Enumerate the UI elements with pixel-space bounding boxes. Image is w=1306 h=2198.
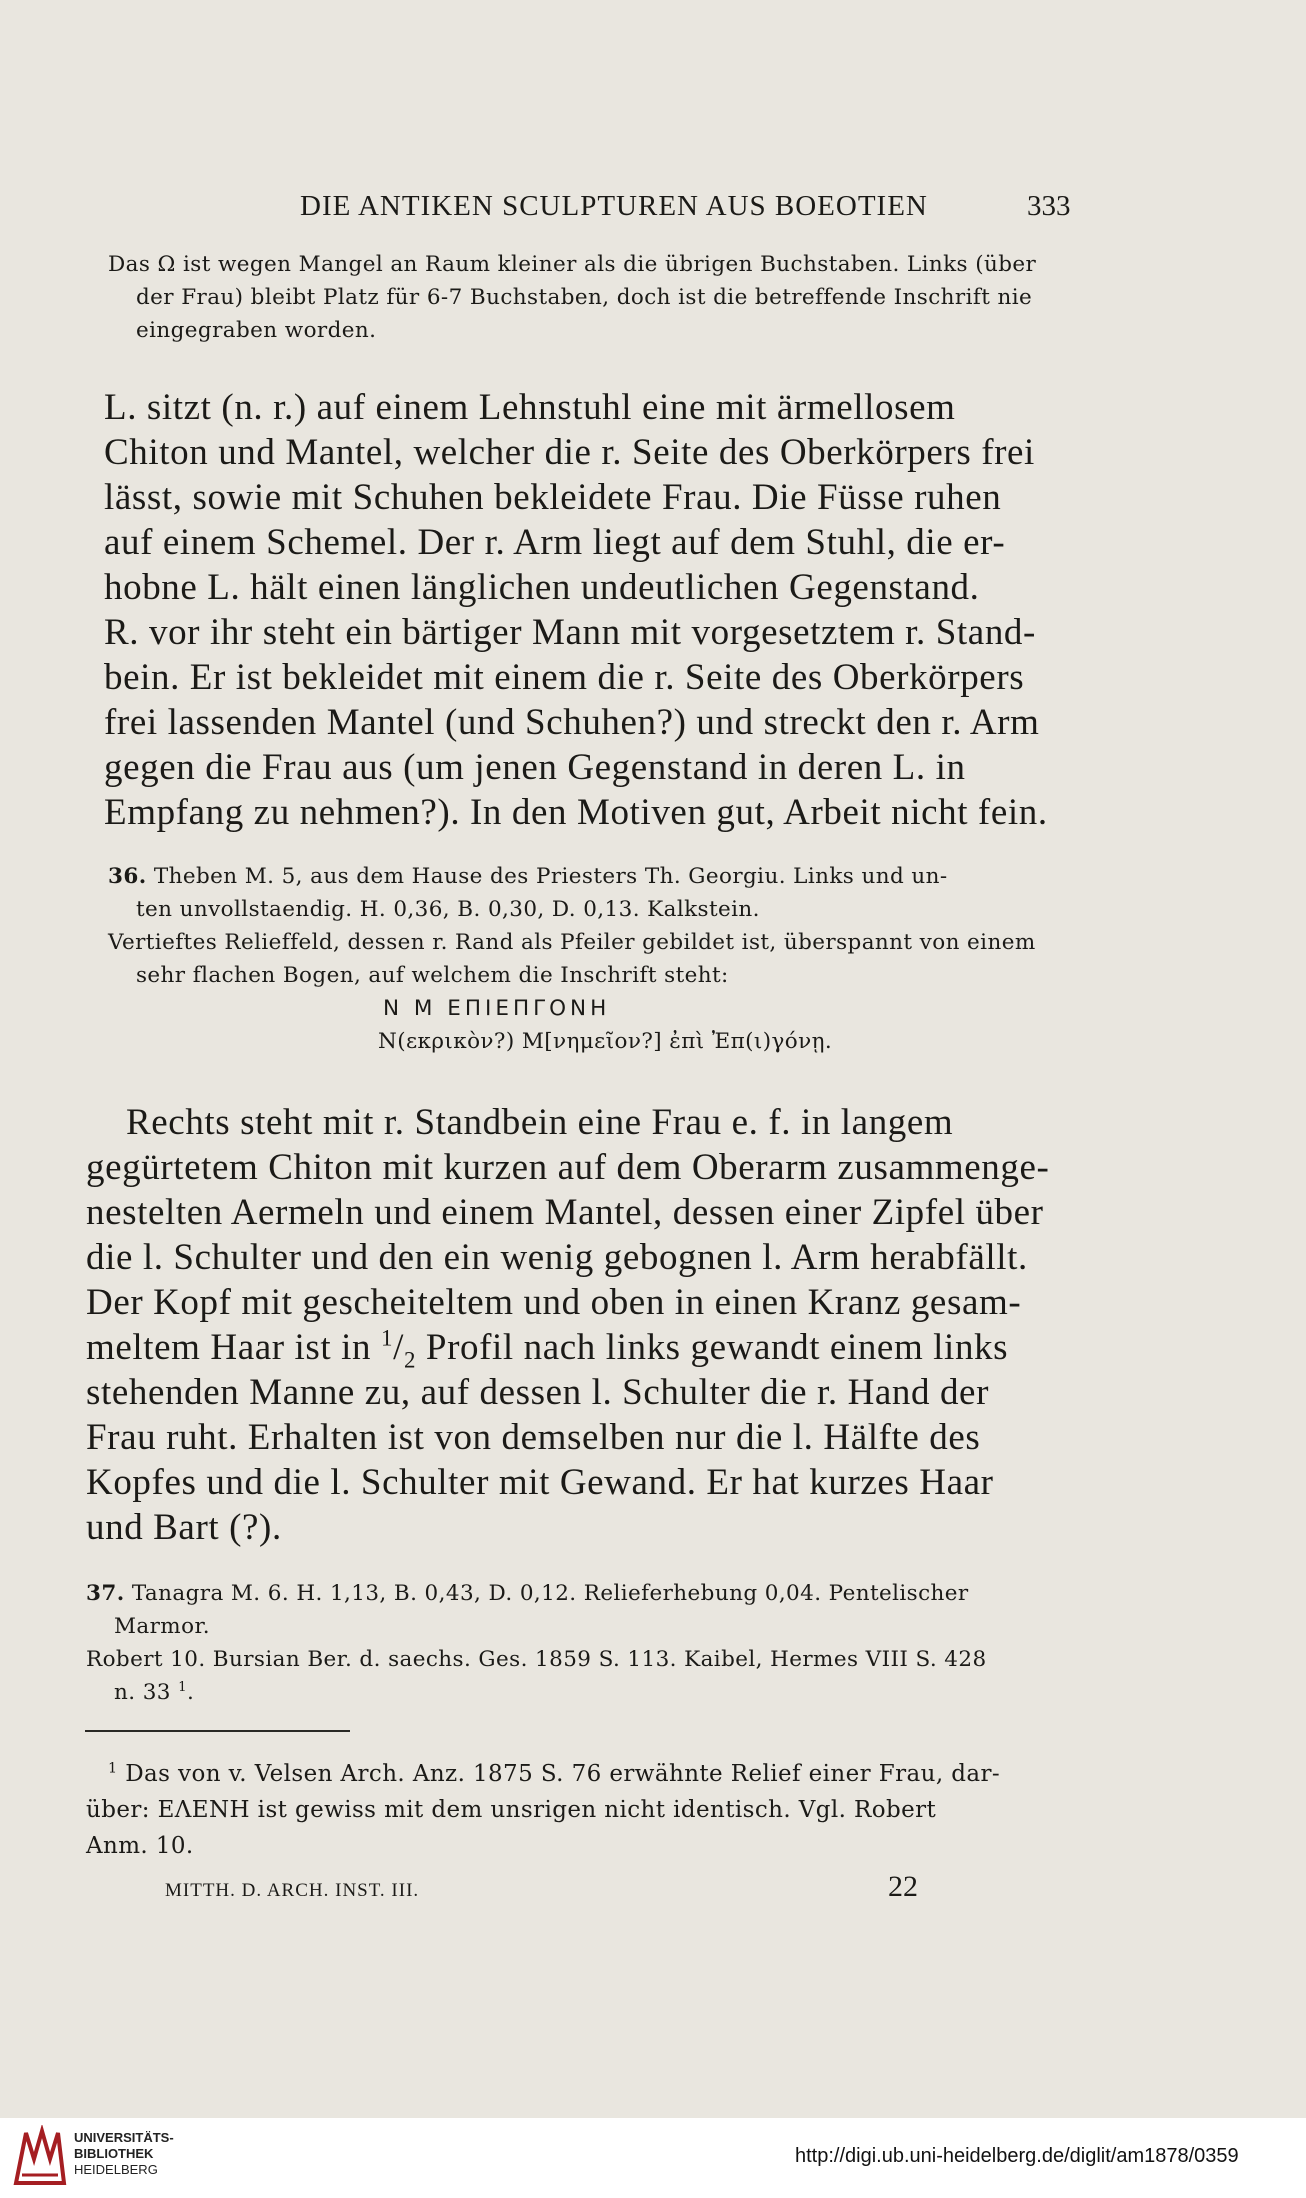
catalog-entry-37 xyxy=(86,1577,987,1709)
note-line: der Frau) bleibt Platz für 6-7 Buchstaben, doch ist die betreffende Inschrift nie xyxy=(136,285,1033,310)
entry-line: sehr flachen Bogen, auf welchem die Inschrift steht: xyxy=(136,963,729,988)
running-header-title: DIE ANTIKEN SCULPTUREN AUS BOEOTIEN xyxy=(300,190,928,222)
entry-line-last xyxy=(86,1676,987,1709)
note-line: eingegraben worden. xyxy=(136,318,377,343)
para-line: auf einem Schemel. Der r. Arm liegt auf dem Stuhl, die er- xyxy=(104,522,1006,563)
para-line: bein. Er ist bekleidet mit einem die r. Seite des Oberkörpers xyxy=(104,657,1025,698)
entry-line: Robert 10. Bursian Ber. d. saechs. Ges. 1859 S. 113. Kaibel, Hermes VIII S. 428 xyxy=(86,1647,987,1672)
para-line: frei lassenden Mantel (und Schuhen?) und streckt den r. Arm xyxy=(104,702,1040,743)
footnote-line: Das von v. Velsen Arch. Anz. 1875 S. 76 erwähnte Relief einer Frau, dar- xyxy=(125,1761,1001,1787)
para-text: Profil nach links gewandt einem links xyxy=(416,1327,1009,1368)
library-seal-icon xyxy=(12,2125,68,2187)
entry-number: 37. xyxy=(86,1581,125,1606)
note-line: Das Ω ist wegen Mangel an Raum kleiner als die übrigen Buchstaben. Links (über xyxy=(108,252,1037,277)
footer-signature: 22 xyxy=(888,1870,918,1903)
para-line: nestelten Aermeln und einem Mantel, dessen einer Zipfel über xyxy=(86,1192,1044,1233)
entry-text: n. 33 xyxy=(114,1680,171,1705)
para-text: meltem Haar ist in xyxy=(86,1327,372,1368)
para-line: Rechts steht mit r. Standbein eine Frau e. f. in langem xyxy=(126,1102,954,1143)
inscription-transcription: Ν(εκρικὸν?) Μ[νημεῖον?] ἐπὶ Ἐπ(ι)γόνῃ. xyxy=(378,1029,833,1054)
library-name-line: UNIVERSITÄTS- xyxy=(74,2130,174,2145)
para-line-fraction: meltem Haar ist in $^1/_2$ Profil nach links gewandt einem links xyxy=(86,1325,1009,1373)
footnote xyxy=(86,1756,1000,1864)
para-line: Frau ruht. Erhalten ist von demselben nur die l. Hälfte des xyxy=(86,1417,981,1458)
note-top xyxy=(108,248,1036,347)
paragraph-2 xyxy=(86,1100,1049,1550)
para-line: Der Kopf mit gescheiteltem und oben in einen Kranz gesam- xyxy=(86,1282,1022,1323)
footnote-reference: 1 xyxy=(178,1679,187,1695)
page-number: 333 xyxy=(1027,190,1071,222)
entry-number: 36. xyxy=(108,864,147,889)
catalog-entry-36 xyxy=(108,860,1036,1058)
footnote-marker: 1 xyxy=(108,1760,118,1777)
fraction-denominator: 2 xyxy=(403,1347,417,1373)
para-line: Empfang zu nehmen?). In den Motiven gut, Arbeit nicht fein. xyxy=(104,792,1048,833)
para-line: gegürtetem Chiton mit kurzen auf dem Oberarm zusammenge- xyxy=(86,1147,1050,1188)
fraction-numerator: 1 xyxy=(381,1325,394,1351)
para-line: stehenden Manne zu, auf dessen l. Schulter die r. Hand der xyxy=(86,1372,989,1413)
footnote-line: Anm. 10. xyxy=(86,1833,194,1859)
entry-line: ten unvollstaendig. H. 0,36, B. 0,30, D. 0,13. Kalkstein. xyxy=(136,897,760,922)
para-line: gegen die Frau aus (um jenen Gegenstand in deren L. in xyxy=(104,747,966,788)
entry-text-end: . xyxy=(187,1680,195,1705)
para-line: hobne L. hält einen länglichen undeutlichen Gegenstand. xyxy=(104,567,980,608)
library-name-line: BIBLIOTHEK xyxy=(74,2146,154,2161)
inscription: N M ΕΠΙΕΠΓΟΝΗ xyxy=(383,996,611,1021)
library-name xyxy=(74,2130,174,2178)
para-line: Chiton und Mantel, welcher die r. Seite des Oberkörpers frei xyxy=(104,432,1035,473)
footnote-line: über: ΕΛΕΝΗ ist gewiss mit dem unsrigen nicht identisch. Vgl. Robert xyxy=(86,1797,937,1823)
para-line: lässt, sowie mit Schuhen bekleidete Frau. Die Füsse ruhen xyxy=(104,477,1002,518)
source-url-link[interactable]: http://digi.ub.uni-heidelberg.de/diglit/am1878/0359 xyxy=(795,2145,1239,2167)
entry-line: Vertieftes Relieffeld, dessen r. Rand als Pfeiler gebildet ist, überspannt von einem xyxy=(108,930,1036,955)
para-line: und Bart (?). xyxy=(86,1507,282,1548)
para-line: Kopfes und die l. Schulter mit Gewand. Er hat kurzes Haar xyxy=(86,1462,994,1503)
entry-line: Tanagra M. 6. H. 1,13, B. 0,43, D. 0,12. Relieferhebung 0,04. Pentelischer xyxy=(131,1581,969,1606)
library-name-line: HEIDELBERG xyxy=(74,2162,158,2177)
paragraph-1 xyxy=(104,385,1048,835)
para-line: L. sitzt (n. r.) auf einem Lehnstuhl eine mit ärmellosem xyxy=(104,387,956,428)
entry-line: Marmor. xyxy=(114,1614,210,1639)
entry-line: Theben M. 5, aus dem Hause des Priesters Th. Georgiu. Links und un- xyxy=(153,864,948,889)
para-line: R. vor ihr steht ein bärtiger Mann mit vorgesetztem r. Stand- xyxy=(104,612,1036,653)
para-line: die l. Schulter und den ein wenig gebognen l. Arm herabfällt. xyxy=(86,1237,1028,1278)
footnote-divider xyxy=(85,1730,350,1732)
footer-journal: MITTH. D. ARCH. INST. III. xyxy=(165,1880,420,1901)
